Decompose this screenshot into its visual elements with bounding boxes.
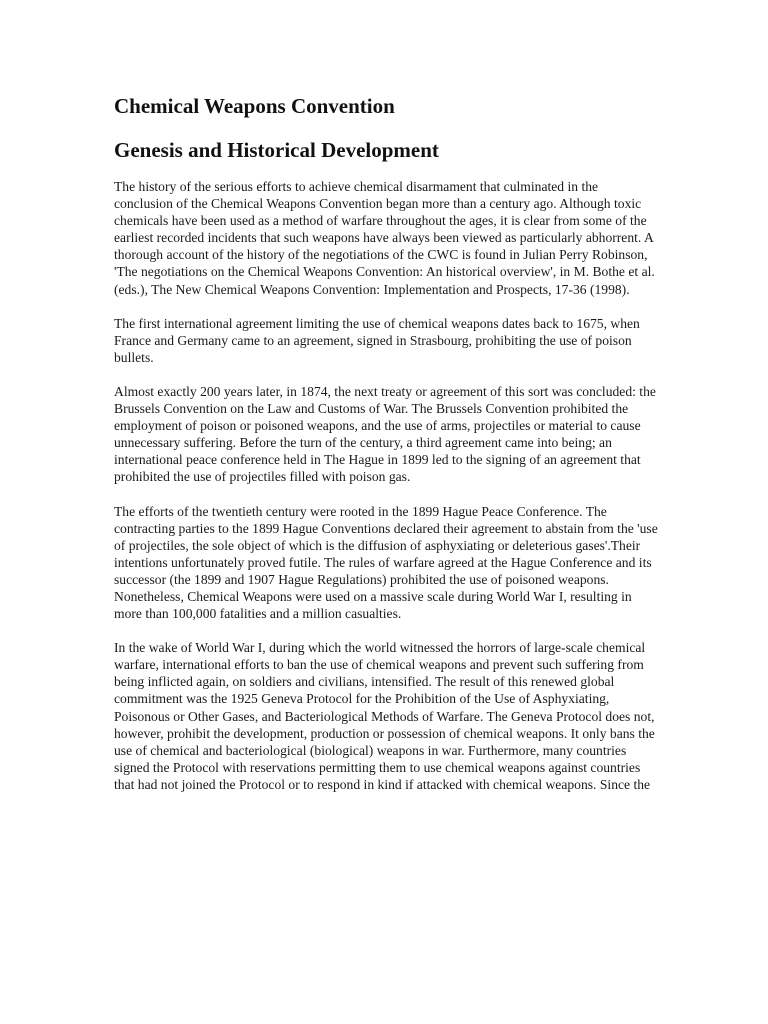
document-title: Chemical Weapons Convention [114, 94, 395, 118]
paragraph: Almost exactly 200 years later, in 1874, the next treaty or agreement of this sort was concluded: the Brussels Convention on the Law and Customs of War. The Brussels Convention prohibited the employment of poison or poisoned weapons, and the use of arms, projectiles or material to cause unnecessary suffering. Before the turn of the century, a third agreement came into being; an international peace conference held in The Hague in 1899 led to the signing of an agreement that prohibited the use of projectiles filled with poison gas. [114, 383, 656, 485]
paragraph: In the wake of World War I, during which the world witnessed the horrors of large-scale chemical warfare, international efforts to ban the use of chemical weapons and prevent such suffering from being inflicted again, on soldiers and civilians, intensified. The result of this renewed global commitment was the 1925 Geneva Protocol for the Prohibition of the Use of Asphyxiating, Poisonous or Other Gases, and Bacteriological Methods of Warfare. The Geneva Protocol does not, however, prohibit the development, production or possession of chemical weapons. It only bans the use of chemical and bacteriological (biological) weapons in war. Furthermore, many countries signed the Protocol with reservations permitting them to use chemical weapons against countries that had not joined the Protocol or to respond in kind if attacked with chemical weapons. Since the [114, 640, 655, 792]
paragraph: The efforts of the twentieth century were rooted in the 1899 Hague Peace Conference. The contracting parties to the 1899 Hague Conventions declared their agreement to abstain from the 'use of projectiles, the sole object of which is the diffusion of asphyxiating or deleterious gases'.Their intentions unfortunately proved futile. The rules of warfare agreed at the Hague Conference and its successor (the 1899 and 1907 Hague Regulations) prohibited the use of poisoned weapons. Nonetheless, Chemical Weapons were used on a massive scale during World War I, resulting in more than 100,000 fatalities and a million casualties. [114, 503, 658, 622]
paragraph: The first international agreement limiting the use of chemical weapons dates back to 1675, when France and Germany came to an agreement, signed in Strasbourg, prohibiting the use of poison bullets. [114, 315, 640, 365]
document-page [114, 92, 659, 810]
paragraph: The history of the serious efforts to achieve chemical disarmament that culminated in the conclusion of the Chemical Weapons Convention began more than a century ago. Although toxic chemicals have been used as a method of warfare throughout the ages, it is clear from some of the earliest recorded incidents that such weapons have always been viewed as particularly abhorrent. A thorough account of the history of the negotiations of the CWC is found in Julian Perry Robinson, 'The negotiations on the Chemical Weapons Convention: An historical overview', in M. Bothe et al. (eds.), The New Chemical Weapons Convention: Implementation and Prospects, 17-36 (1998). [114, 179, 655, 297]
document-subtitle: Genesis and Historical Development [114, 138, 439, 162]
